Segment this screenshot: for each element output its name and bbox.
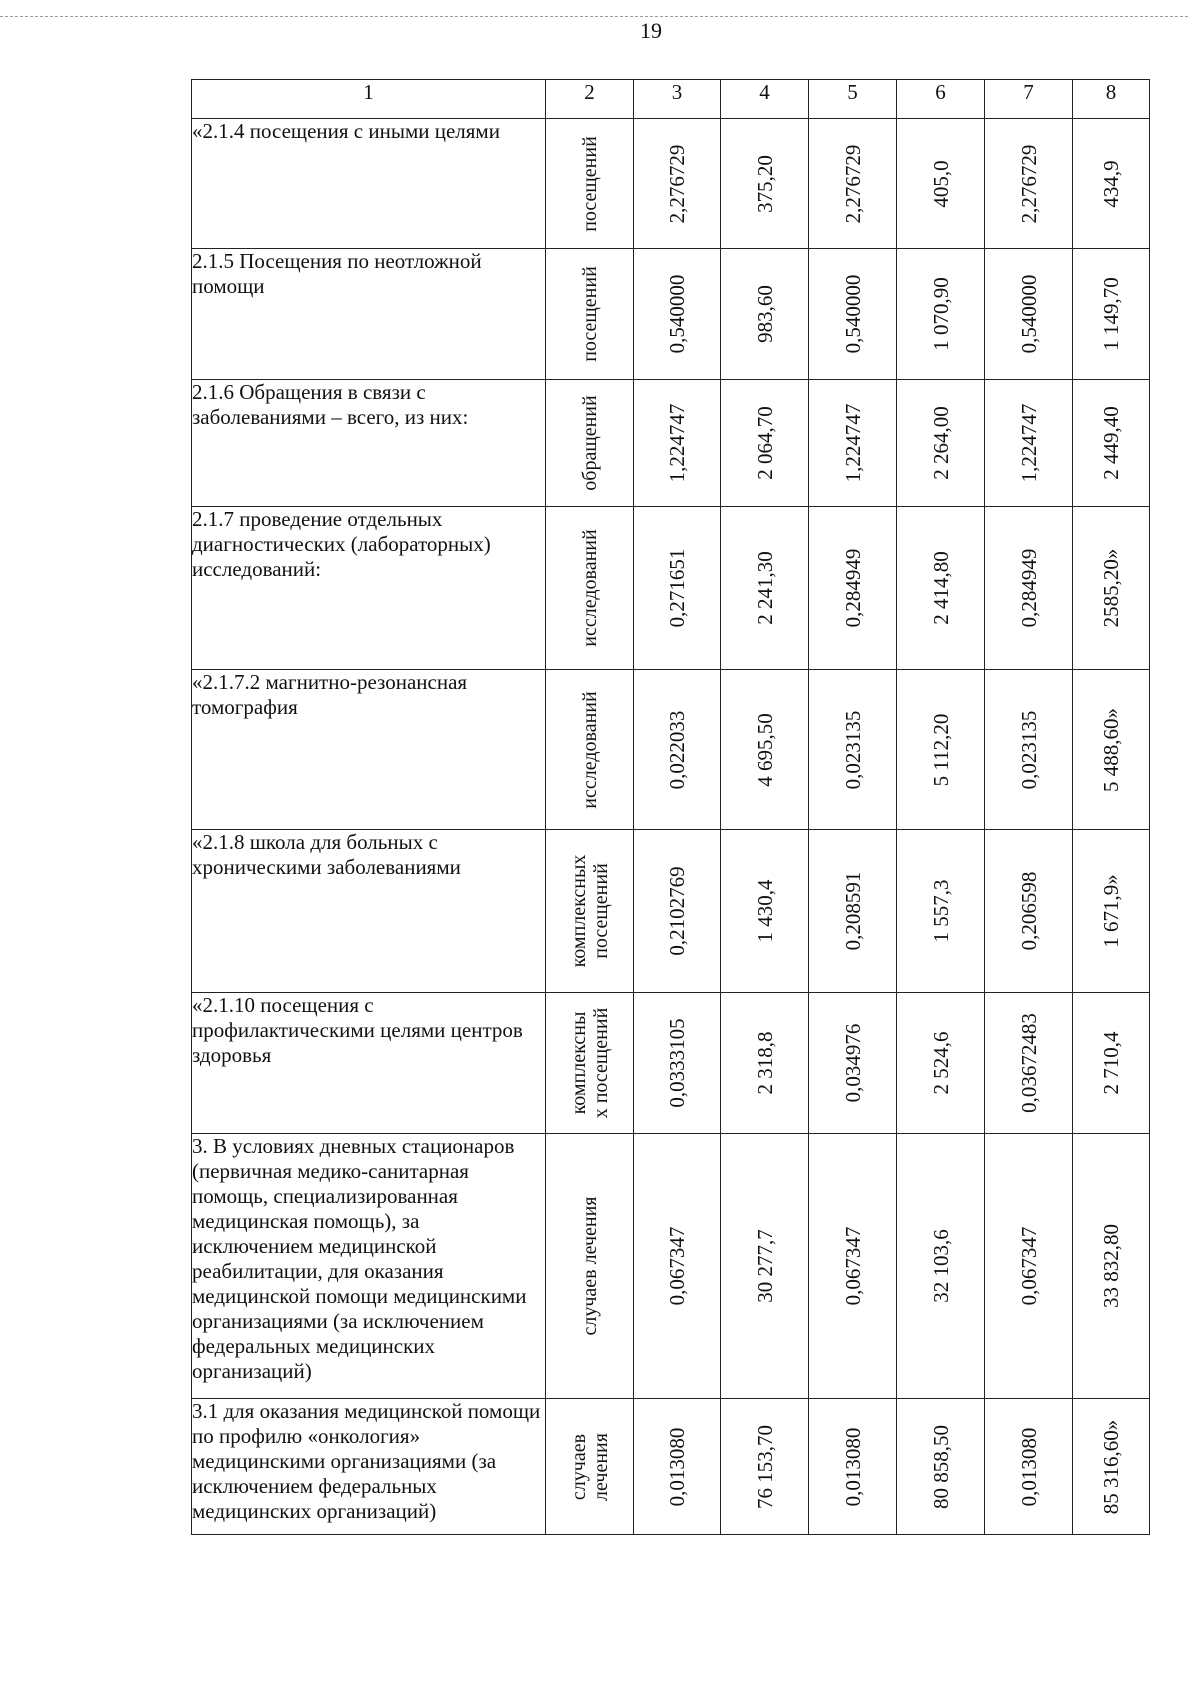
value-cell bbox=[721, 993, 809, 1134]
value-col3: 2,276729 bbox=[665, 144, 689, 223]
value-cell bbox=[897, 993, 985, 1134]
value-col7: 0,067347 bbox=[1016, 1226, 1041, 1306]
value-col5: 0,013080 bbox=[840, 1427, 865, 1506]
row-name: «2.1.7.2 магнитно-резонансная томография bbox=[192, 670, 546, 830]
value-col4: 4 695,50 bbox=[752, 712, 777, 787]
row-name: 2.1.7 проведение отдельных диагностических (лабораторных) исследований: bbox=[192, 507, 546, 670]
value-col6: 2 524,6 bbox=[928, 1031, 953, 1095]
value-col4: 30 277,7 bbox=[752, 1229, 777, 1303]
value-col3: 0,271651 bbox=[665, 548, 689, 628]
value-col6: 32 103,6 bbox=[928, 1229, 953, 1303]
value-cell bbox=[721, 670, 809, 830]
value-col3: 0,540000 bbox=[665, 274, 689, 354]
value-cell bbox=[897, 670, 985, 830]
value-col5: 0,034976 bbox=[840, 1023, 865, 1103]
unit-cell bbox=[546, 249, 634, 380]
value-col8: 33 832,80 bbox=[1099, 1224, 1123, 1308]
row-name: «2.1.4 посещения с иными целями bbox=[192, 119, 546, 249]
value-cell bbox=[985, 1399, 1073, 1535]
table-row bbox=[192, 993, 1150, 1134]
row-name: 3.1 для оказания медицинской помощи по профилю «онкология» медицинскими организациями (за исключением федеральных медицинских организаций) bbox=[192, 1399, 546, 1535]
value-cell bbox=[897, 507, 985, 670]
unit-cell bbox=[546, 1399, 634, 1535]
row-name: «2.1.10 посещения с профилактическими целями центров здоровья bbox=[192, 993, 546, 1134]
value-col4: 2 064,70 bbox=[752, 406, 777, 480]
table-row bbox=[192, 670, 1150, 830]
value-col5: 0,067347 bbox=[840, 1226, 865, 1306]
value-cell bbox=[634, 1399, 721, 1535]
unit-cell bbox=[546, 1134, 634, 1399]
value-cell bbox=[985, 507, 1073, 670]
value-col6: 5 112,20 bbox=[928, 713, 953, 786]
value-cell bbox=[1073, 830, 1150, 993]
scan-edge-line bbox=[0, 16, 1188, 17]
value-cell bbox=[1073, 1399, 1150, 1535]
value-cell bbox=[634, 249, 721, 380]
unit-line-2: посещений bbox=[589, 863, 612, 959]
column-header: 2 bbox=[546, 80, 634, 119]
value-col8: 2 710,4 bbox=[1099, 1031, 1123, 1095]
column-header: 5 bbox=[809, 80, 897, 119]
data-table bbox=[191, 79, 1150, 1535]
unit-line-1: комплексных bbox=[567, 854, 590, 968]
value-cell bbox=[809, 1399, 897, 1535]
unit-cell bbox=[546, 993, 634, 1134]
column-header: 8 bbox=[1073, 80, 1150, 119]
value-cell bbox=[721, 380, 809, 507]
table-row bbox=[192, 249, 1150, 380]
value-cell bbox=[897, 1134, 985, 1399]
value-cell bbox=[721, 119, 809, 249]
value-cell bbox=[1073, 1134, 1150, 1399]
value-col7: 0,023135 bbox=[1016, 710, 1041, 789]
value-cell bbox=[634, 1134, 721, 1399]
value-col4: 2 318,8 bbox=[752, 1031, 777, 1095]
value-cell bbox=[985, 119, 1073, 249]
value-col7: 0,03672483 bbox=[1016, 1013, 1041, 1113]
value-col8: 5 488,60» bbox=[1099, 707, 1123, 792]
value-col6: 2 264,00 bbox=[928, 406, 953, 480]
header-row bbox=[192, 80, 1150, 119]
unit-text: посещений bbox=[578, 266, 601, 362]
row-name: 2.1.6 Обращения в связи с заболеваниями – всего, из них: bbox=[192, 380, 546, 507]
unit-text: посещений bbox=[578, 135, 601, 232]
value-col7: 1,224747 bbox=[1016, 403, 1041, 483]
page-number: 19 bbox=[640, 18, 662, 43]
unit-text bbox=[568, 1433, 612, 1501]
value-cell bbox=[634, 670, 721, 830]
value-cell bbox=[634, 507, 721, 670]
value-col8: 434,9 bbox=[1099, 159, 1123, 208]
value-cell bbox=[721, 830, 809, 993]
value-cell bbox=[634, 119, 721, 249]
value-col8: 2 449,40 bbox=[1099, 406, 1123, 480]
value-cell bbox=[809, 119, 897, 249]
value-cell bbox=[897, 119, 985, 249]
value-cell bbox=[897, 380, 985, 507]
value-cell bbox=[809, 249, 897, 380]
table-row bbox=[192, 1134, 1150, 1399]
value-cell bbox=[1073, 670, 1150, 830]
value-col8: 2585,20» bbox=[1099, 548, 1123, 628]
value-col4: 375,20 bbox=[752, 154, 777, 213]
value-col6: 2 414,80 bbox=[928, 551, 953, 625]
value-col3: 0,013080 bbox=[665, 1427, 689, 1506]
value-cell bbox=[1073, 507, 1150, 670]
value-col7: 0,540000 bbox=[1016, 274, 1041, 354]
value-col5: 0,208591 bbox=[840, 871, 865, 951]
table-row bbox=[192, 119, 1150, 249]
value-cell bbox=[809, 830, 897, 993]
value-cell bbox=[809, 1134, 897, 1399]
unit-text bbox=[568, 855, 612, 968]
value-col8: 85 316,60» bbox=[1099, 1419, 1123, 1514]
value-cell bbox=[721, 507, 809, 670]
table-row bbox=[192, 830, 1150, 993]
unit-cell bbox=[546, 830, 634, 993]
table-row bbox=[192, 507, 1150, 670]
unit-text: обращений bbox=[578, 395, 601, 491]
value-col5: 0,284949 bbox=[840, 548, 865, 628]
value-cell bbox=[1073, 249, 1150, 380]
column-header: 3 bbox=[634, 80, 721, 119]
value-cell bbox=[809, 380, 897, 507]
unit-line-1: случаев bbox=[567, 1433, 590, 1500]
value-cell bbox=[721, 249, 809, 380]
row-name: 3. В условиях дневных стационаров (первичная медико-санитарная помощь, специализированная медицинская помощь), за исключением медицинской реабилитации, для оказания медицинской помощи медицинскими организациями (за исключением федеральных медицинских организаций) bbox=[192, 1134, 546, 1399]
unit-cell bbox=[546, 380, 634, 507]
unit-cell bbox=[546, 670, 634, 830]
table-row bbox=[192, 1399, 1150, 1535]
value-cell bbox=[634, 993, 721, 1134]
value-cell bbox=[1073, 119, 1150, 249]
value-cell bbox=[721, 1134, 809, 1399]
value-col5: 0,023135 bbox=[840, 710, 865, 789]
column-header: 1 bbox=[192, 80, 546, 119]
value-cell bbox=[897, 249, 985, 380]
value-col5: 1,224747 bbox=[840, 403, 865, 483]
value-col7: 0,284949 bbox=[1016, 548, 1041, 628]
value-cell bbox=[809, 507, 897, 670]
value-col3: 1,224747 bbox=[665, 403, 689, 483]
value-cell bbox=[634, 830, 721, 993]
column-header: 6 bbox=[897, 80, 985, 119]
value-cell bbox=[985, 1134, 1073, 1399]
value-cell bbox=[985, 993, 1073, 1134]
unit-cell bbox=[546, 119, 634, 249]
row-name: «2.1.8 школа для больных с хроническими заболеваниями bbox=[192, 830, 546, 993]
value-cell bbox=[809, 993, 897, 1134]
value-col3: 0,022033 bbox=[665, 710, 689, 789]
value-cell bbox=[985, 670, 1073, 830]
value-cell bbox=[721, 1399, 809, 1535]
unit-text: случаев лечения bbox=[578, 1196, 601, 1336]
column-header: 4 bbox=[721, 80, 809, 119]
value-col4: 2 241,30 bbox=[752, 551, 777, 625]
value-cell bbox=[1073, 380, 1150, 507]
value-col3: 0,2102769 bbox=[665, 866, 689, 956]
value-col7: 0,013080 bbox=[1016, 1427, 1041, 1506]
value-col6: 405,0 bbox=[928, 159, 953, 208]
value-col6: 1 557,3 bbox=[928, 879, 953, 943]
unit-line-2: лечения bbox=[589, 1432, 612, 1501]
value-col3: 0,0333105 bbox=[665, 1018, 689, 1108]
unit-cell bbox=[546, 507, 634, 670]
table-row bbox=[192, 380, 1150, 507]
value-cell bbox=[985, 380, 1073, 507]
value-col4: 1 430,4 bbox=[752, 879, 777, 943]
value-cell bbox=[897, 830, 985, 993]
value-cell bbox=[1073, 993, 1150, 1134]
unit-text: исследований bbox=[578, 690, 601, 809]
value-col7: 2,276729 bbox=[1016, 144, 1041, 223]
unit-text bbox=[568, 1008, 612, 1119]
value-cell bbox=[985, 249, 1073, 380]
value-col4: 983,60 bbox=[752, 285, 777, 343]
unit-line-2: х посещений bbox=[589, 1007, 612, 1119]
value-col3: 0,067347 bbox=[665, 1226, 689, 1306]
value-col6: 1 070,90 bbox=[928, 277, 953, 351]
unit-line-1: комплексны bbox=[567, 1011, 590, 1115]
value-cell bbox=[985, 830, 1073, 993]
value-col7: 0,206598 bbox=[1016, 871, 1041, 951]
column-header: 7 bbox=[985, 80, 1073, 119]
value-col6: 80 858,50 bbox=[928, 1424, 953, 1509]
value-cell bbox=[634, 380, 721, 507]
value-col8: 1 671,9» bbox=[1099, 874, 1123, 948]
value-col4: 76 153,70 bbox=[752, 1424, 777, 1509]
row-name: 2.1.5 Посещения по неотложной помощи bbox=[192, 249, 546, 380]
value-cell bbox=[897, 1399, 985, 1535]
value-col8: 1 149,70 bbox=[1099, 277, 1123, 351]
value-col5: 0,540000 bbox=[840, 274, 865, 354]
value-cell bbox=[809, 670, 897, 830]
unit-text: исследований bbox=[578, 529, 601, 647]
value-col5: 2,276729 bbox=[840, 144, 865, 223]
